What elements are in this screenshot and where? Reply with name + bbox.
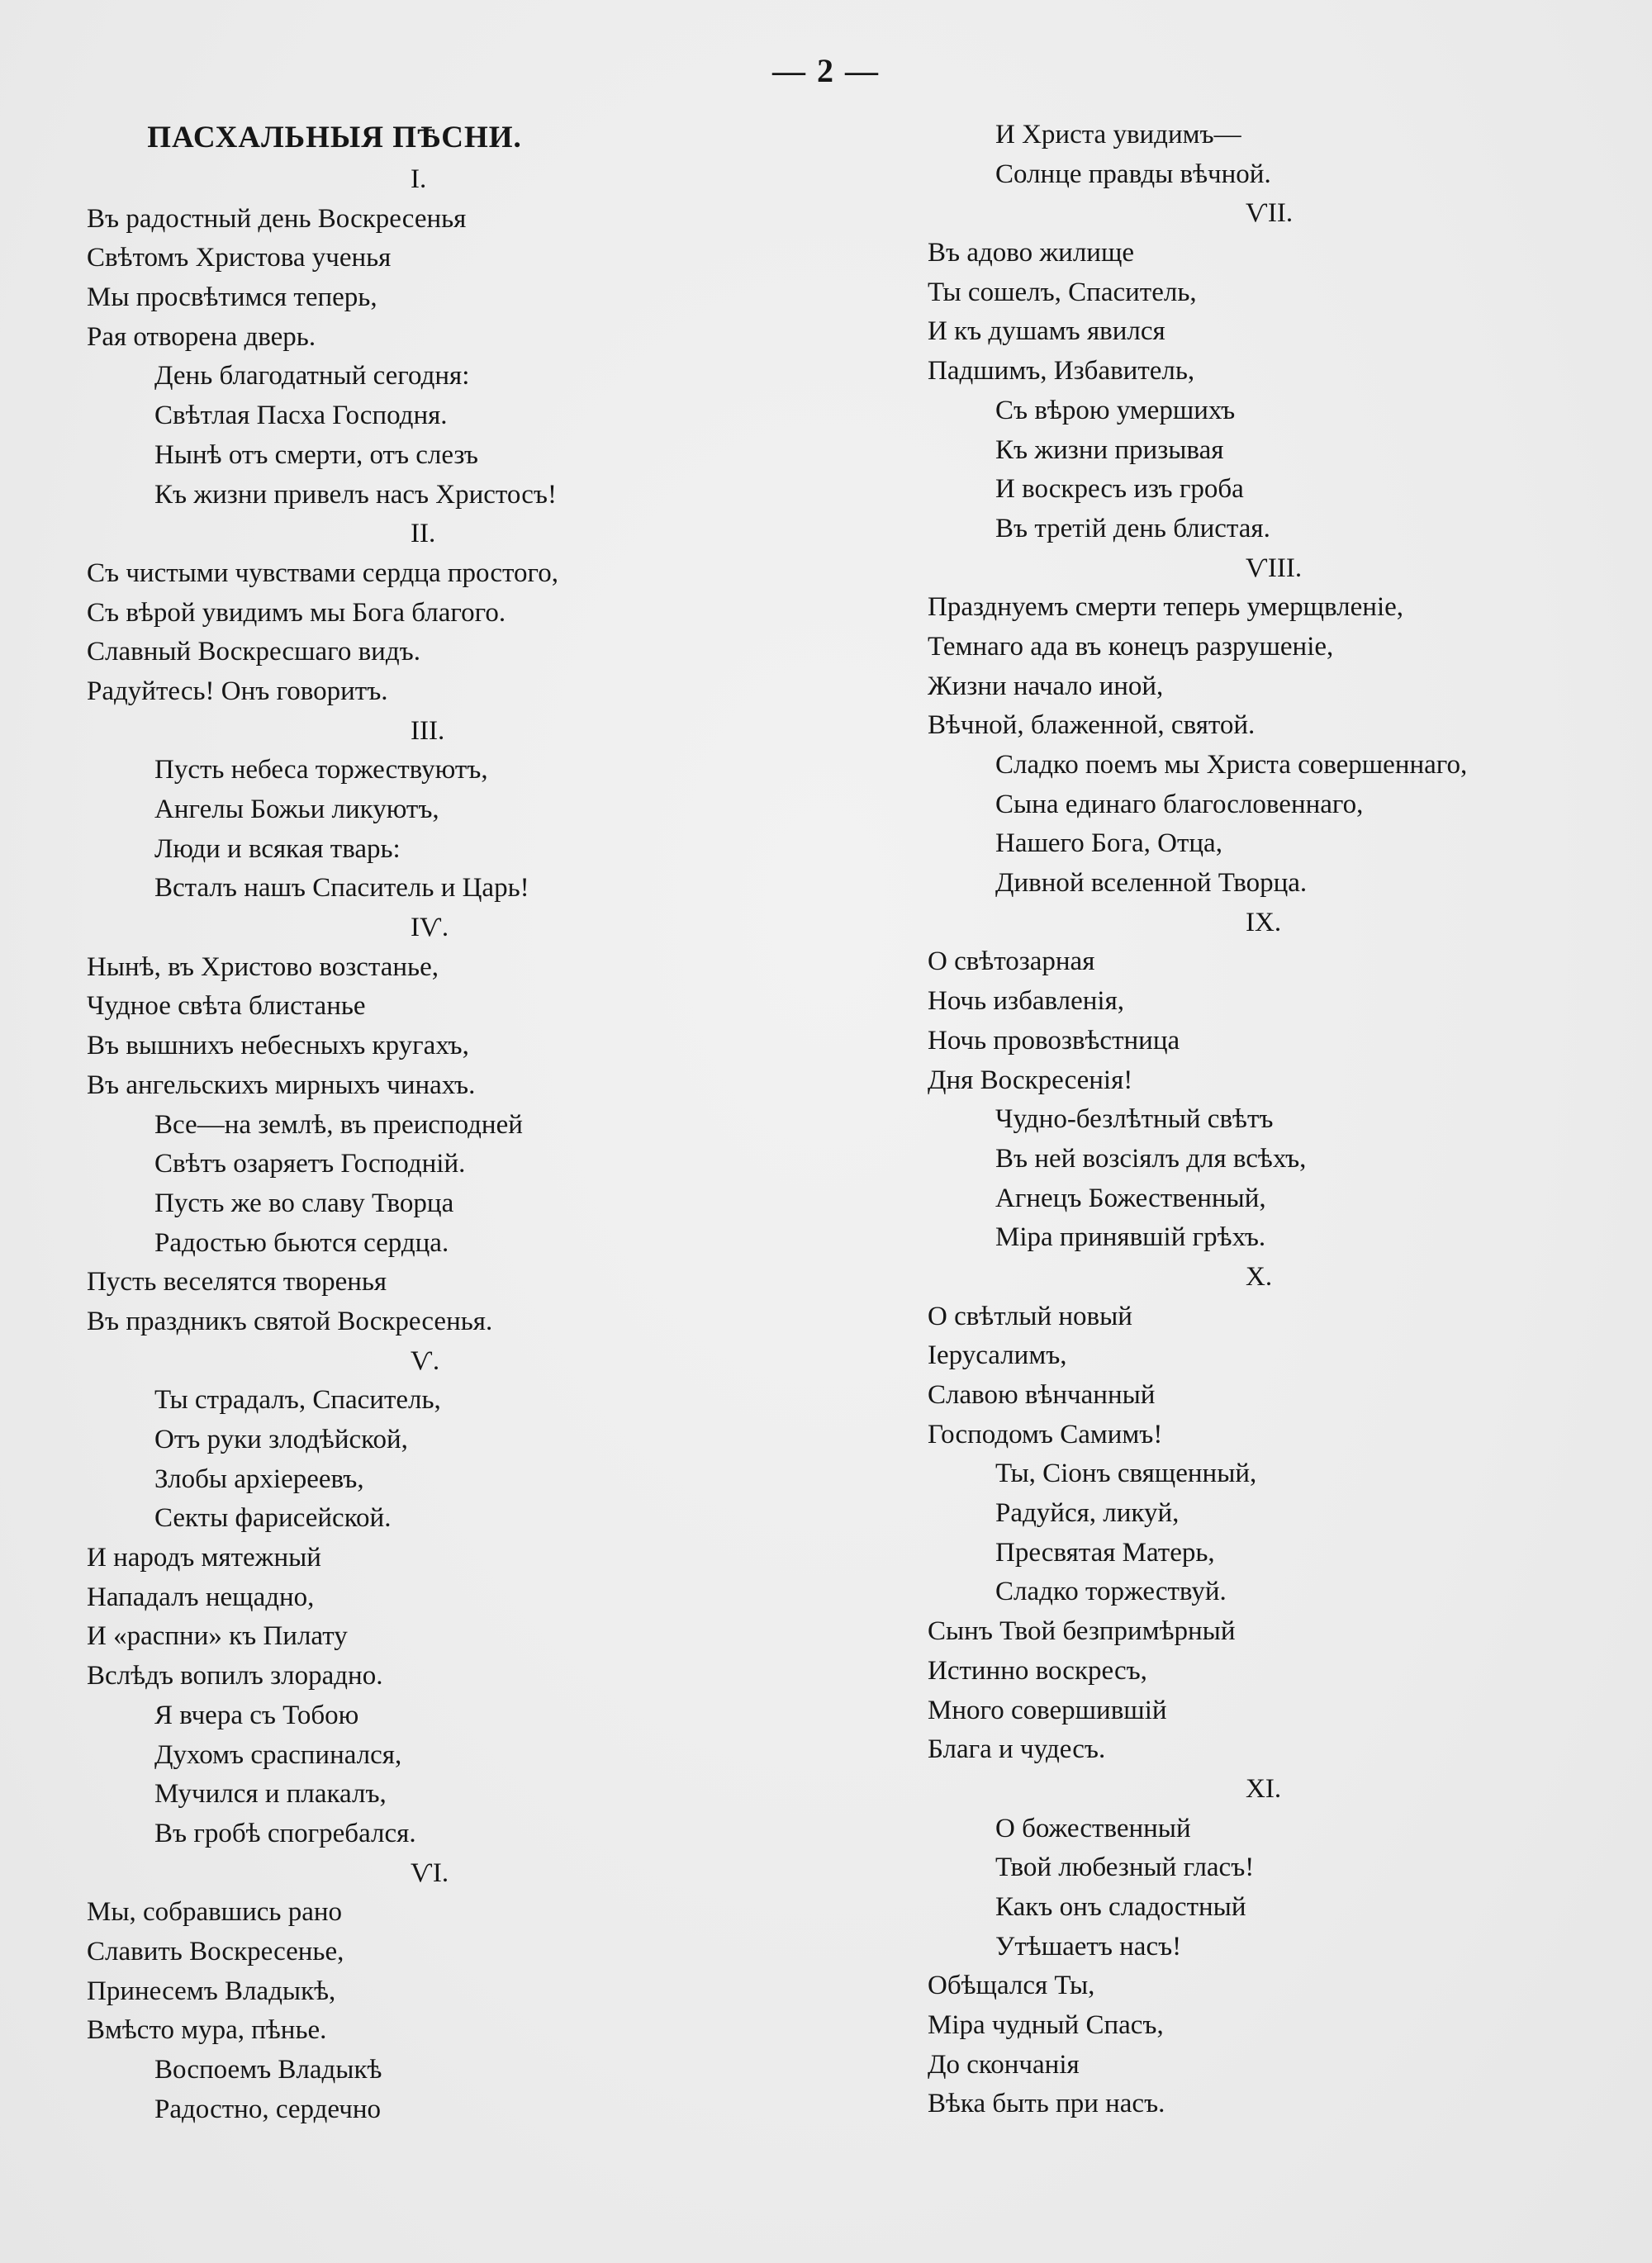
- verse-line: Чудное свѣта блистанье: [87, 991, 366, 1022]
- verse-line: Я вчера съ Тобою: [154, 1700, 359, 1730]
- verse-line: Сына единаго благословеннаго,: [995, 789, 1364, 819]
- verse-line: Пусть веселятся творенья: [87, 1267, 387, 1298]
- verse-line: Воспоемъ Владыкѣ: [154, 2055, 382, 2085]
- verse-line: Въ ангельскихъ мирныхъ чинахъ.: [87, 1070, 476, 1100]
- verse-line: И воскресъ изъ гроба: [995, 474, 1244, 505]
- verse-line: Твой любезный гласъ!: [995, 1853, 1255, 1883]
- verse-line: Ночь провозвѣстница: [928, 1025, 1180, 1056]
- verse-line: Всталъ нашъ Спаситель и Царь!: [154, 873, 529, 904]
- verse-line: Секты фарисейской.: [154, 1503, 392, 1534]
- verse-line: И къ душамъ явился: [928, 316, 1165, 347]
- verse-line: Принесемъ Владыкѣ,: [87, 1976, 336, 2006]
- stanza-numeral: II.: [411, 519, 436, 549]
- right-column-lines: [928, 116, 1555, 2124]
- verse-line: Іерусалимъ,: [928, 1340, 1067, 1371]
- verse-line: Съ чистыми чувствами сердца простого,: [87, 557, 558, 588]
- verse-line: Радуйся, ликуй,: [995, 1498, 1180, 1529]
- verse-line: Пусть небеса торжествуютъ,: [154, 755, 488, 785]
- verse-line: Вѣчной, блаженной, святой.: [928, 710, 1256, 741]
- verse-line: Въ ней возсіялъ для всѣхъ,: [995, 1143, 1307, 1174]
- verse-line: Славою вѣнчанный: [928, 1380, 1156, 1410]
- verse-line: О свѣтозарная: [928, 946, 1095, 977]
- stanza-numeral: Ѵ.: [411, 1345, 440, 1376]
- verse-line: Сынъ Твой безпримѣрный: [928, 1616, 1236, 1647]
- verse-line: О свѣтлый новый: [928, 1301, 1132, 1331]
- verse-line: Ангелы Божьи ликуютъ,: [154, 795, 439, 824]
- verse-line: Радостно, сердечно: [154, 2094, 381, 2124]
- verse-line: Рая отворена дверь.: [87, 321, 316, 352]
- verse-line: Ты сошелъ, Спаситель,: [928, 277, 1197, 307]
- verse-line: Міра чудный Спасъ,: [928, 2010, 1164, 2040]
- verse-line: Къ жизни призывая: [995, 434, 1224, 465]
- verse-line: Ты, Сіонъ священный,: [995, 1459, 1257, 1489]
- verse-line: Отъ руки злодѣйской,: [154, 1425, 408, 1454]
- stanza-numeral: I.: [411, 164, 427, 194]
- verse-line: Пресвятая Матерь,: [995, 1537, 1215, 1568]
- verse-line: Утѣшаетъ насъ!: [995, 1931, 1182, 1962]
- stanza-numeral: IX.: [1246, 907, 1282, 937]
- verse-line: Какъ онъ сладостный: [995, 1891, 1246, 1922]
- stanza-numeral: ѴIII.: [1246, 553, 1303, 583]
- stanza-numeral: ѴI.: [411, 1857, 449, 1888]
- stanza-numeral: X.: [1246, 1261, 1273, 1292]
- verse-line: Обѣщался Ты,: [928, 1971, 1095, 2001]
- verse-line: Пусть же во славу Творца: [154, 1188, 454, 1218]
- verse-line: Мы просвѣтимся теперь,: [87, 282, 377, 313]
- right-column: [928, 116, 1555, 2124]
- verse-line: Празднуемъ смерти теперь умерщвленіе,: [928, 592, 1404, 623]
- verse-line: Агнецъ Божественный,: [995, 1183, 1266, 1213]
- verse-line: Вмѣсто мура, пѣнье.: [87, 2015, 327, 2046]
- verse-line: Мы, собравшись рано: [87, 1897, 343, 1928]
- verse-line: Нападалъ нещадно,: [87, 1582, 315, 1612]
- page-number: — 2 —: [772, 52, 880, 89]
- verse-line: Сладко поемъ мы Христа совершеннаго,: [995, 750, 1468, 780]
- verse-line: Съ вѣрою умершихъ: [995, 395, 1236, 425]
- stanza-numeral: XI.: [1246, 1773, 1282, 1804]
- verse-line: Ты страдалъ, Спаситель,: [154, 1385, 441, 1416]
- verse-line: Чудно-безлѣтный свѣтъ: [995, 1104, 1274, 1135]
- left-column-lines: [87, 160, 648, 2129]
- verse-line: Много совершившій: [928, 1695, 1167, 1725]
- left-column: [87, 116, 648, 2129]
- verse-line: Славный Воскресшаго видъ.: [87, 637, 420, 667]
- verse-line: Злобы архіереевъ,: [154, 1464, 364, 1494]
- verse-line: Радостью бьются сердца.: [154, 1227, 449, 1258]
- verse-line: До скончанія: [928, 2049, 1080, 2080]
- verse-line: Падшимъ, Избавитель,: [928, 356, 1195, 387]
- verse-line: Славить Воскресенье,: [87, 1936, 344, 1966]
- verse-line: Въ третій день блистая.: [995, 513, 1270, 543]
- verse-line: Вѣка быть при насъ.: [928, 2089, 1165, 2119]
- verse-line: Нашего Бога, Отца,: [995, 828, 1222, 859]
- poem-title: ПАСХАЛЬНЫЯ ПѢСНИ.: [147, 121, 522, 154]
- stanza-numeral: III.: [411, 715, 445, 746]
- verse-line: Истинно воскресъ,: [928, 1655, 1147, 1686]
- verse-line: Дня Воскресенія!: [928, 1065, 1133, 1095]
- verse-line: И народъ мятежный: [87, 1543, 321, 1573]
- verse-line: Вслѣдъ вопилъ злорадно.: [87, 1661, 383, 1691]
- verse-line: Господомъ Самимъ!: [928, 1419, 1163, 1449]
- verse-line: Нынѣ, въ Христово возстанье,: [87, 951, 439, 982]
- verse-line: Свѣтомъ Христова ученья: [87, 243, 392, 273]
- stanza-numeral: IѴ.: [411, 913, 449, 943]
- verse-line: Люди и всякая тварь:: [154, 833, 401, 864]
- verse-line: Въ праздникъ святой Воскресенья.: [87, 1306, 493, 1336]
- verse-line: Въ адово жилище: [928, 238, 1135, 268]
- verse-line: Въ гробѣ спогребался.: [154, 1818, 416, 1848]
- verse-line: О божественный: [995, 1813, 1191, 1843]
- verse-line: Все—на землѣ, въ преисподней: [154, 1109, 523, 1140]
- verse-line: И Христа увидимъ—: [995, 120, 1241, 149]
- verse-line: Мучился и плакалъ,: [154, 1779, 387, 1810]
- verse-line: Дивной вселенной Творца.: [995, 868, 1308, 899]
- stanza-numeral: ѴII.: [1246, 198, 1294, 229]
- verse-line: Свѣтъ озаряетъ Господній.: [154, 1149, 466, 1179]
- verse-line: И «распни» къ Пилату: [87, 1621, 348, 1652]
- verse-line: Ночь избавленія,: [928, 986, 1125, 1017]
- verse-line: Въ вышнихъ небесныхъ кругахъ,: [87, 1031, 469, 1061]
- verse-line: Къ жизни привелъ насъ Христосъ!: [154, 479, 557, 510]
- verse-line: Нынѣ отъ смерти, отъ слезъ: [154, 439, 478, 470]
- verse-line: Сладко торжествуй.: [995, 1577, 1227, 1607]
- verse-line: Солнце правды вѣчной.: [995, 159, 1271, 189]
- verse-line: Міра принявшій грѣхъ.: [995, 1222, 1266, 1253]
- verse-line: Радуйтесь! Онъ говоритъ.: [87, 676, 388, 706]
- verse-line: Темнаго ада въ конецъ разрушеніе,: [928, 631, 1334, 662]
- verse-line: Жизни начало иной,: [928, 671, 1164, 701]
- verse-line: Свѣтлая Пасха Господня.: [154, 401, 448, 431]
- verse-line: День благодатный сегодня:: [154, 361, 470, 391]
- verse-line: Блага и чудесъ.: [928, 1734, 1106, 1765]
- verse-line: Съ вѣрой увидимъ мы Бога благого.: [87, 597, 506, 628]
- verse-line: Въ радостный день Воскресенья: [87, 203, 467, 234]
- verse-line: Духомъ сраспинался,: [154, 1739, 402, 1770]
